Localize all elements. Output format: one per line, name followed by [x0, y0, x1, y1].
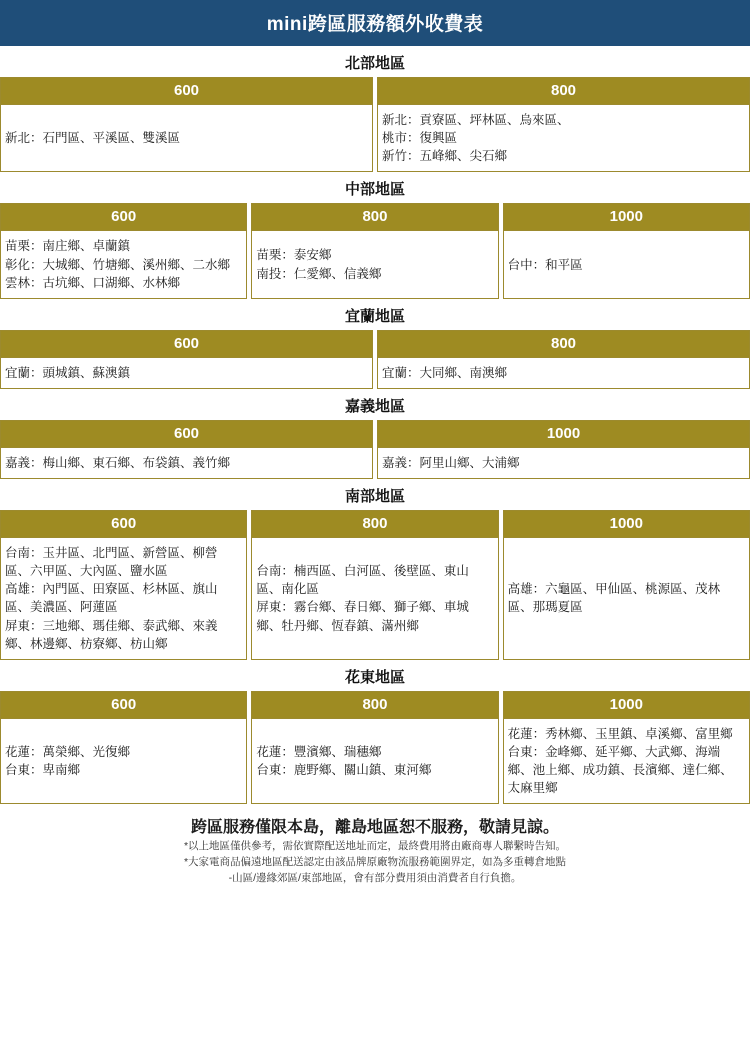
area-line: 台東：卑南鄉 — [5, 763, 81, 777]
area-line: 桃市：復興區 — [382, 131, 458, 146]
price-column — [503, 691, 750, 805]
region-title: 中部地區 — [344, 181, 405, 199]
price-header: 800 — [252, 204, 497, 231]
area-line: 宜蘭：大同鄉、南澳鄉 — [382, 365, 508, 380]
area-line: 嘉義：梅山鄉、東石鄉、布袋鎮、義竹鄉 — [5, 455, 231, 470]
price-header: 1000 — [504, 204, 749, 231]
price-column — [377, 420, 750, 479]
area-line: 雲林：古坑鄉、口湖鄉、水林鄉 — [5, 275, 181, 290]
area-list — [378, 358, 749, 388]
area-line: 高雄：六龜區、甲仙區、桃源區、茂林區、那瑪夏區 — [507, 582, 721, 615]
area-list — [252, 231, 497, 297]
price-header: 800 — [378, 78, 749, 105]
area-line: 嘉義：阿里山鄉、大浦鄉 — [382, 455, 520, 470]
price-column — [0, 420, 373, 479]
area-line: 宜蘭：頭城鎮、蘇澳鎮 — [5, 365, 131, 380]
area-list — [504, 231, 749, 297]
price-header: 600 — [1, 692, 246, 719]
price-column — [0, 330, 373, 389]
area-list — [1, 448, 372, 478]
area-line: 台南：玉井區、北門區、新營區、柳營區、六甲區、大內區、鹽水區 — [5, 546, 218, 579]
region-row — [0, 77, 750, 172]
area-line: 台東：鹿野鄉、關山鎮、東河鄉 — [256, 763, 432, 777]
region-row — [0, 420, 750, 479]
region-title: 南部地區 — [344, 488, 405, 505]
price-header: 600 — [1, 78, 372, 105]
price-column — [251, 510, 498, 660]
area-line: 台東：金峰鄉、延平鄉、大武鄉、海端鄉、池上鄉、成功鎮、長濱鄉、達仁鄉、太麻里鄉 — [507, 744, 733, 796]
region-row — [0, 203, 750, 298]
region-title: 北部地區 — [344, 55, 405, 72]
area-list — [1, 105, 372, 171]
area-line: 花蓮：秀林鄉、玉里鎮、卓溪鄉、富里鄉 — [507, 726, 733, 741]
region-title: 嘉義地區 — [344, 397, 405, 415]
area-line: 屏東：三地鄉、瑪佳鄉、泰武鄉、來義鄉、林邊鄉、枋寮鄉、枋山鄉 — [5, 618, 218, 651]
region-row — [0, 330, 750, 389]
price-header: 600 — [1, 511, 246, 538]
page-title: mini跨區服務額外收費表 — [0, 0, 750, 46]
fineprint-block — [0, 839, 750, 892]
price-header: 800 — [252, 692, 497, 719]
fineprint-line: -山區/邊緣郊區/東部地區，會有部分費用須由消費者自行負擔。 — [228, 871, 522, 884]
price-column — [503, 203, 750, 298]
area-list — [252, 538, 497, 659]
fineprint-line: *以上地區僅供參考，需依實際配送地址而定，最終費用將由廠商專人聯繫時告知。 — [183, 840, 567, 853]
region-title: 花東地區 — [344, 668, 405, 686]
region-row — [0, 691, 750, 805]
price-header: 1000 — [378, 421, 749, 448]
footer-note: 跨區服務僅限本島，離島地區恕不服務，敬請見諒。 — [190, 819, 559, 837]
price-column — [0, 203, 247, 298]
price-column — [0, 691, 247, 805]
price-column — [377, 77, 750, 172]
area-line: 彰化：大城鄉、竹塘鄉、溪州鄉、二水鄉 — [5, 257, 231, 272]
area-line: 苗栗：南庄鄉、卓蘭鎮 — [5, 239, 131, 254]
area-list — [1, 538, 246, 659]
price-header: 800 — [378, 331, 749, 358]
area-list — [1, 719, 246, 804]
price-header: 600 — [1, 331, 372, 358]
fineprint-line: *大家電商品偏遠地區配送認定由該品牌原廠物流服務範圍界定，如為多重轉倉地點 — [183, 856, 567, 868]
area-list — [1, 358, 372, 388]
price-header: 1000 — [504, 692, 749, 719]
area-line: 新北：貢寮區、坪林區、烏來區、 — [382, 113, 570, 127]
area-line: 台中：和平區 — [507, 257, 583, 272]
area-line: 苗栗：泰安鄉 — [256, 248, 332, 263]
area-line: 新北：石門區、平溪區、雙溪區 — [5, 131, 181, 146]
area-line: 南投：仁愛鄉、信義鄉 — [256, 266, 382, 281]
regions-container — [0, 46, 750, 804]
price-column — [251, 691, 498, 805]
price-column — [377, 330, 750, 389]
area-line: 花蓮：萬榮鄉、光復鄉 — [5, 744, 131, 759]
price-column — [251, 203, 498, 298]
area-list — [504, 538, 749, 659]
price-column — [0, 77, 373, 172]
area-line: 花蓮：豐濱鄉、瑞穗鄉 — [256, 744, 382, 759]
price-header: 1000 — [504, 511, 749, 538]
area-line: 台南：楠西區、白河區、後壁區、東山區、南化區 — [256, 564, 469, 597]
area-list — [504, 719, 749, 804]
price-column — [503, 510, 750, 660]
area-list — [1, 231, 246, 297]
area-line: 高雄：內門區、田寮區、杉林區、旗山區、美濃區、阿蓮區 — [5, 582, 218, 615]
price-header: 800 — [252, 511, 497, 538]
region-title: 宜蘭地區 — [344, 307, 405, 325]
area-line: 新竹：五峰鄉、尖石鄉 — [382, 149, 508, 164]
area-list — [252, 719, 497, 804]
area-list — [378, 448, 749, 478]
area-list — [378, 105, 749, 171]
price-header: 600 — [1, 421, 372, 448]
area-line: 屏東：霧台鄉、春日鄉、獅子鄉、車城鄉、牡丹鄉、恆春鎮、滿州鄉 — [256, 600, 469, 633]
region-row — [0, 510, 750, 660]
price-header: 600 — [1, 204, 246, 231]
price-column — [0, 510, 247, 660]
